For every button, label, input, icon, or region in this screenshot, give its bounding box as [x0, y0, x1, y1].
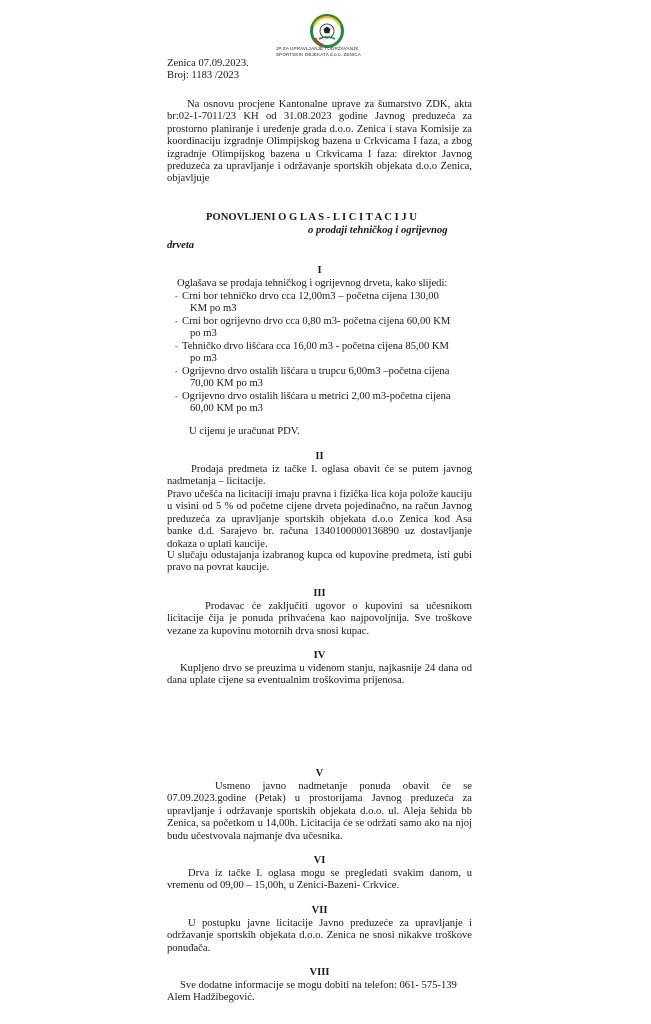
- list-item-line: Ogrijevno drvo ostalih lišćara u trupcu 6,00m3 –početna cijena: [182, 366, 450, 377]
- bullet-icon: -: [175, 292, 178, 301]
- section-ii-paragraph-2: Pravo učešća na licitaciji imaju pravna i fizička lica koja polože kauciju u visini od 5 % od početne cijene drveta pojedinačno, na račun Javnog preduzeća za upravljanje sportskih objekata d.o.o Zenica kod Asa banke d.d. Sarajevo br. računa 1340100000136890 uz dostavljanje dokaza o uplati kaucije.: [167, 489, 472, 550]
- bullet-icon: -: [175, 392, 178, 401]
- section-vi-heading: VI: [313, 855, 326, 866]
- section-ii-paragraph-3: U slučaju odustajanja izabranog kupca od kupovine predmeta, isti gubi pravo na povrat kaucije.: [167, 550, 472, 574]
- document-number: Broj: 1183 /2023: [167, 70, 239, 81]
- list-item-line: Crni bor tehničko drvo cca 12,00m3 – početna cijena 130,00: [182, 291, 439, 302]
- list-item: [175, 316, 482, 341]
- section-viii-paragraph: Sve dodatne informacije se mogu dobiti na telefon: 061- 575-139 Alem Hadžibegović.: [167, 980, 457, 1004]
- logo-text-line-2: SPORTSKIH OBJEKATA d.o.o. ZENICA: [276, 52, 361, 57]
- list-item-line: Tehničko drvo lišćara cca 16,00 m3 - početna cijena 85,00 KM: [182, 341, 449, 352]
- logo-emblem-icon: [310, 14, 344, 48]
- list-item-continuation: 70,00 KM po m3: [190, 378, 263, 390]
- list-item-continuation: 60,00 KM po m3: [190, 403, 263, 415]
- wood-items-list: [175, 291, 482, 416]
- bullet-icon: -: [175, 317, 178, 326]
- section-vi-paragraph: Drva iz tačke I. oglasa mogu se pregledati svakim danom, u vremenu od 09,00 – 15,00h, u Zenici-Bazeni- Crkvice.: [167, 868, 472, 892]
- list-item-continuation: po m3: [190, 328, 217, 340]
- list-item: [175, 291, 482, 316]
- list-item: [175, 366, 482, 391]
- section-iii-heading: III: [313, 588, 326, 599]
- list-item: [175, 391, 482, 416]
- intro-paragraph: Na osnovu procjene Kantonalne uprave za šumarstvo ZDK, akta br:02-1-7011/23 KH od 31.08.2023 godine Javnog preduzeća za prostorno planiranje i uređenje grada d.o.o. Zenica i stava Komisije za koordinaciju izgradnje Olimpijskog bazena u Crkvicama I faza, a zbog izgradnje Olimpijskog bazena u Crkvicama I faza: direktor Javnog preduzeća za upravljanje i održavanje sportskih objekata d.o.o Zenica, objavljuje: [167, 99, 472, 185]
- bullet-icon: -: [175, 342, 178, 351]
- section-v-heading: V: [315, 768, 324, 779]
- section-ii-paragraph-1: Prodaja predmeta iz tačke I. oglasa obavit će se putem javnog nadmetanja – licitacije.: [167, 464, 472, 488]
- section-iv-heading: IV: [313, 650, 326, 661]
- section-iii-paragraph: Prodavac će zaključiti ugovor o kupovini sa učesnikom licitacije čija je ponuda prihvaćena kao najpovoljnija. Sve troškove vezane za kupovinu motornih drva snosi kupac.: [167, 601, 472, 637]
- document-subtitle-line-1: o prodaji tehničkog i ogrijevnog: [308, 225, 448, 236]
- list-item-continuation: po m3: [190, 353, 217, 365]
- list-item-line: Crni bor ogrijevno drvo cca 0,80 m3- početna cijena 60,00 KM: [182, 316, 451, 327]
- document-subtitle-line-2: drveta: [167, 240, 195, 251]
- section-ii-heading: II: [315, 451, 324, 462]
- bullet-icon: -: [175, 367, 178, 376]
- list-item-continuation: KM po m3: [190, 303, 237, 315]
- document-date: Zenica 07.09.2023.: [167, 58, 249, 69]
- document-title: PONOVLJENI O G L A S - L I C I T A C I J U: [206, 212, 417, 223]
- section-i-heading: I: [317, 265, 322, 276]
- section-v-paragraph: Usmeno javno nadmetanje ponuda obavit će se 07.09.2023.godine (Petak) u prostorijama Javnog preduzeća za upravljanje i održavanje sportskih objekata d.o.o. ul. Aleja šehida bb Zenica, sa početkom u 14,00h. Licitacija će se održati samo ako na njoj budu učestvovala najmanje dva učesnika.: [167, 781, 472, 842]
- list-item: [175, 341, 482, 366]
- list-item-line: Ogrijevno drvo ostalih lišćara u metrici 2,00 m3-početna cijena: [182, 391, 451, 402]
- section-viii-heading: VIII: [309, 967, 330, 978]
- section-vii-heading: VII: [311, 905, 328, 916]
- vat-note: U cijenu je uračunat PDV.: [189, 426, 300, 437]
- section-vii-paragraph: U postupku javne licitacije Javno preduzeće za upravljanje i održavanje sportskih objekata d.o.o. Zenica ne snosi nikakve troškove ponuđača.: [167, 918, 472, 954]
- logo-text-line-1: JP ZA UPRAVLJANJE I ODRŽAVANJE: [276, 46, 359, 51]
- section-iv-paragraph: Kupljeno drvo se preuzima u viđenom stanju, najkasnije 24 dana od dana uplate cijene sa eventualnim troškovima prijenosa.: [167, 663, 472, 687]
- section-i-lead: Oglašava se prodaja tehničkog i ogrijevnog drveta, kako slijedi:: [177, 278, 448, 289]
